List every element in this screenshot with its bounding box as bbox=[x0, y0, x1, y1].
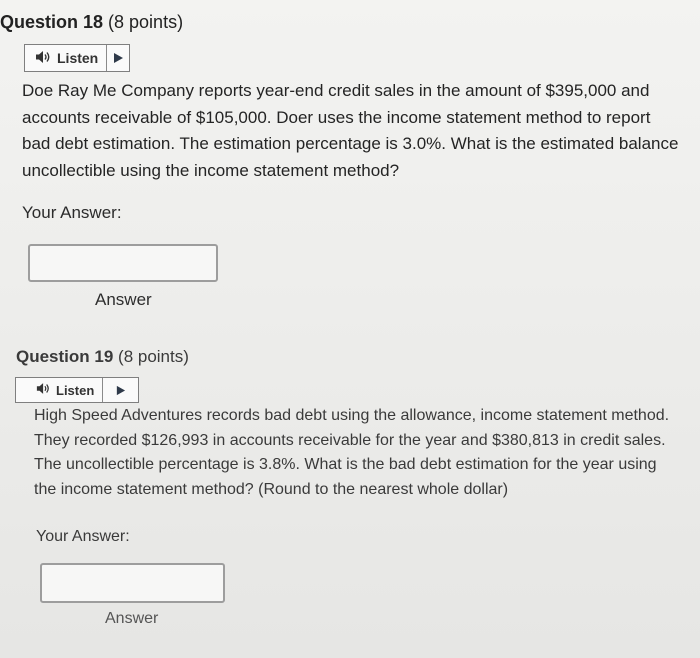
question-18-your-answer-label: Your Answer: bbox=[22, 203, 122, 222]
question-18-text: Doe Ray Me Company reports year-end credit sales in the amount of $395,000 and accounts receivable of $105,000. Doer uses the income statement method to report bad debt estimation. The estimation percentage is 3.0%. What is the estimated balance uncollectible using the income statement method? bbox=[22, 81, 679, 180]
play-button[interactable] bbox=[103, 378, 138, 402]
play-icon bbox=[112, 52, 124, 64]
question-19-your-answer-label: Your Answer: bbox=[36, 528, 130, 545]
listen-button[interactable]: Listen bbox=[16, 378, 103, 402]
listen-button[interactable]: Listen bbox=[25, 45, 107, 71]
play-button[interactable] bbox=[107, 45, 129, 71]
question-19-answer-label: Answer bbox=[105, 610, 159, 627]
question-18-listen-control[interactable] bbox=[24, 44, 130, 72]
question-18-title: Question 18 (8 points) bbox=[0, 12, 184, 32]
play-icon bbox=[115, 385, 126, 396]
question-19-answer-input[interactable] bbox=[40, 563, 225, 603]
speaker-icon bbox=[35, 50, 53, 67]
question-18-answer-input[interactable] bbox=[28, 244, 218, 282]
speaker-icon bbox=[36, 382, 52, 398]
question-18-answer-label: Answer bbox=[95, 290, 152, 309]
question-19-text: High Speed Adventures records bad debt using the allowance, income statement method. They recorded $126,993 in accounts receivable for the year and $380,813 in credit sales. The uncollectible percentage is 3.8%. What is the bad debt estimation for the year using the income statement method? (Round to the nearest whole dollar) bbox=[34, 407, 670, 498]
question-19-listen-control[interactable] bbox=[15, 377, 139, 403]
question-19-title: Question 19 (8 points) bbox=[16, 347, 189, 366]
